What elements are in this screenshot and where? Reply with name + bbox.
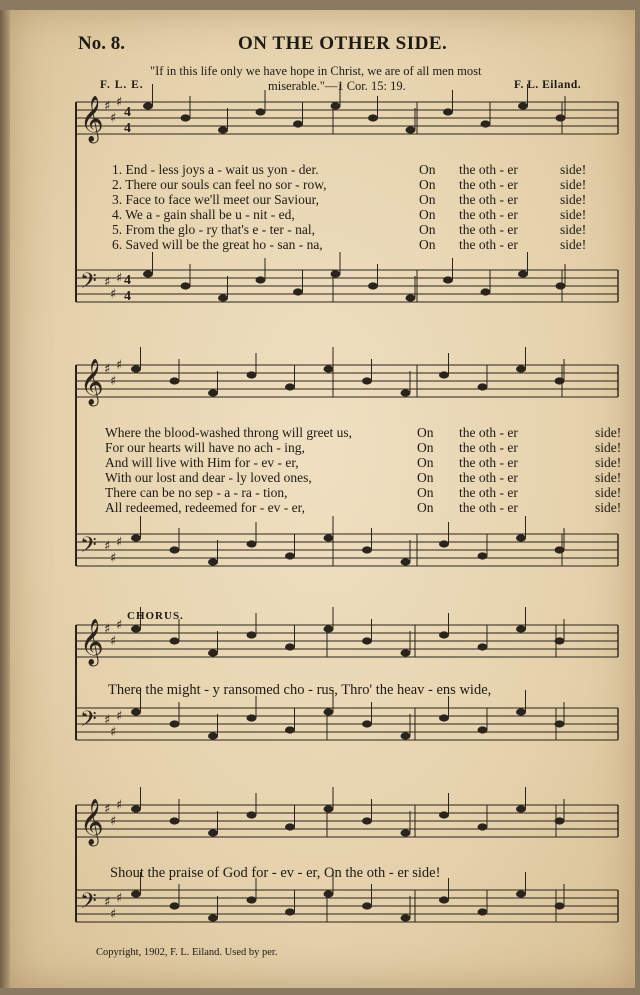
verse-on: On xyxy=(419,177,436,192)
verse-on: On xyxy=(417,455,434,470)
note-head xyxy=(362,546,372,553)
sharp-sign: ♯ xyxy=(110,111,117,126)
sharp-sign: ♯ xyxy=(110,814,117,829)
note-head xyxy=(285,552,295,559)
note-head xyxy=(516,534,526,541)
note-head xyxy=(555,546,565,553)
bass-clef: 𝄢 xyxy=(80,533,97,563)
sharp-sign: ♯ xyxy=(104,895,111,910)
bass-clef: 𝄢 xyxy=(80,707,97,737)
note-head xyxy=(478,823,488,830)
note-head xyxy=(518,102,528,109)
note-head xyxy=(324,890,334,897)
sharp-sign: ♯ xyxy=(104,275,111,290)
note-head xyxy=(516,365,526,372)
note-head xyxy=(208,914,218,921)
note-head xyxy=(478,726,488,733)
verse-side: side! xyxy=(595,455,622,470)
treble-clef: 𝄞 xyxy=(80,799,104,845)
note-head xyxy=(555,817,565,824)
verse-side: side! xyxy=(560,162,587,177)
verse-text: There can be no sep - a - ra - tion, xyxy=(105,485,288,500)
verse-side: side! xyxy=(560,192,587,207)
verse-the: the oth - er xyxy=(459,500,518,515)
note-head xyxy=(285,823,295,830)
note-head xyxy=(555,902,565,909)
treble-clef: 𝄞 xyxy=(80,359,104,405)
note-head xyxy=(247,371,257,378)
note-head xyxy=(516,708,526,715)
sharp-sign: ♯ xyxy=(116,271,123,286)
sharp-sign: ♯ xyxy=(110,634,117,649)
sharp-sign: ♯ xyxy=(110,551,117,566)
time-signature-bottom: 4 xyxy=(124,121,131,136)
note-head xyxy=(362,902,372,909)
verse-on: On xyxy=(419,222,436,237)
note-head xyxy=(362,377,372,384)
note-head xyxy=(331,270,341,277)
treble-clef: 𝄞 xyxy=(80,619,104,665)
sharp-sign: ♯ xyxy=(116,891,123,906)
lyricist-credit: F. L. E. xyxy=(100,79,144,91)
note-head xyxy=(208,389,218,396)
verse-text: Where the blood-washed throng will greet us, xyxy=(105,425,353,440)
note-head xyxy=(293,120,303,127)
note-head xyxy=(478,552,488,559)
sharp-sign: ♯ xyxy=(110,907,117,922)
note-head xyxy=(439,896,449,903)
note-head xyxy=(443,276,453,283)
verse-text: 6. Saved will be the great ho - san - na, xyxy=(112,237,323,252)
sharp-sign: ♯ xyxy=(104,539,111,554)
verse-on: On xyxy=(419,237,436,252)
verse-text: And will live with Him for - ev - er, xyxy=(105,455,299,470)
note-head xyxy=(256,108,266,115)
note-head xyxy=(247,896,257,903)
sharp-sign: ♯ xyxy=(116,709,123,724)
verse-text: With our lost and dear - ly loved ones, xyxy=(105,470,312,485)
note-head xyxy=(439,371,449,378)
verse-side: side! xyxy=(595,440,622,455)
note-head xyxy=(208,732,218,739)
note-head xyxy=(518,270,528,277)
note-head xyxy=(362,720,372,727)
chorus-lyric-line-2: Shout the praise of God for - ev - er, On the oth - er side! xyxy=(110,865,441,881)
note-head xyxy=(170,637,180,644)
note-head xyxy=(324,805,334,812)
note-head xyxy=(516,890,526,897)
note-head xyxy=(516,625,526,632)
note-head xyxy=(555,637,565,644)
note-head xyxy=(555,720,565,727)
verse-on: On xyxy=(417,500,434,515)
verse-on: On xyxy=(419,162,436,177)
note-head xyxy=(555,377,565,384)
note-head xyxy=(406,294,416,301)
verse-side: side! xyxy=(560,237,587,252)
note-head xyxy=(218,294,228,301)
note-head xyxy=(439,714,449,721)
verse-the: the oth - er xyxy=(459,425,518,440)
note-head xyxy=(443,108,453,115)
verse-the: the oth - er xyxy=(459,440,518,455)
sharp-sign: ♯ xyxy=(104,713,111,728)
note-head xyxy=(170,817,180,824)
verse-side: side! xyxy=(595,425,622,440)
note-head xyxy=(324,708,334,715)
note-head xyxy=(285,383,295,390)
note-head xyxy=(170,902,180,909)
note-head xyxy=(256,276,266,283)
note-head xyxy=(331,102,341,109)
chorus-label: CHORUS. xyxy=(127,610,184,622)
note-head xyxy=(293,288,303,295)
note-head xyxy=(481,288,491,295)
note-head xyxy=(556,114,566,121)
verse-text: 4. We a - gain shall be u - nit - ed, xyxy=(112,207,295,222)
verse-text: For our hearts will have no ach - ing, xyxy=(105,440,305,455)
note-head xyxy=(481,120,491,127)
note-head xyxy=(439,540,449,547)
note-head xyxy=(247,631,257,638)
sharp-sign: ♯ xyxy=(116,798,123,813)
verse-text: 3. Face to face we'll meet our Saviour, xyxy=(112,192,319,207)
time-signature-bottom: 4 xyxy=(124,289,131,304)
verse-the: the oth - er xyxy=(459,162,518,177)
sharp-sign: ♯ xyxy=(110,287,117,302)
sharp-sign: ♯ xyxy=(104,802,111,817)
verse-on: On xyxy=(419,192,436,207)
sharp-sign: ♯ xyxy=(110,725,117,740)
verse-the: the oth - er xyxy=(459,222,518,237)
verse-side: side! xyxy=(560,207,587,222)
verse-text: 2. There our souls can feel no sor - row, xyxy=(112,177,327,192)
verse-on: On xyxy=(417,440,434,455)
sharp-sign: ♯ xyxy=(104,622,111,637)
note-head xyxy=(406,126,416,133)
note-head xyxy=(324,534,334,541)
verse-text: All redeemed, redeemed for - ev - er, xyxy=(105,500,305,515)
verse-side: side! xyxy=(560,177,587,192)
note-head xyxy=(368,114,378,121)
note-head xyxy=(131,805,141,812)
copyright-notice: Copyright, 1902, F. L. Eiland. Used by per. xyxy=(96,947,278,958)
time-signature-top: 4 xyxy=(124,105,131,120)
sharp-sign: ♯ xyxy=(104,362,111,377)
hymn-title: ON THE OTHER SIDE. xyxy=(238,33,448,54)
note-head xyxy=(131,625,141,632)
note-head xyxy=(247,811,257,818)
bass-clef: 𝄢 xyxy=(80,269,97,299)
note-head xyxy=(285,908,295,915)
verse-side: side! xyxy=(595,485,622,500)
note-head xyxy=(556,282,566,289)
verse-on: On xyxy=(419,207,436,222)
hymn-number: No. 8. xyxy=(78,33,125,54)
sharp-sign: ♯ xyxy=(104,99,111,114)
note-head xyxy=(401,389,411,396)
sharp-sign: ♯ xyxy=(116,618,123,633)
note-head xyxy=(181,282,191,289)
verse-the: the oth - er xyxy=(459,455,518,470)
note-head xyxy=(362,637,372,644)
note-head xyxy=(285,726,295,733)
note-head xyxy=(324,625,334,632)
note-head xyxy=(362,817,372,824)
verse-the: the oth - er xyxy=(459,207,518,222)
note-head xyxy=(131,534,141,541)
verse-on: On xyxy=(417,425,434,440)
verse-the: the oth - er xyxy=(459,192,518,207)
note-head xyxy=(478,908,488,915)
note-head xyxy=(218,126,228,133)
verse-on: On xyxy=(417,485,434,500)
note-head xyxy=(247,540,257,547)
note-head xyxy=(478,643,488,650)
bass-clef: 𝄢 xyxy=(80,889,97,919)
verse-the: the oth - er xyxy=(459,237,518,252)
chorus-lyric-line-1: There the might - y ransomed cho - rus, Thro' the heav - ens wide, xyxy=(108,682,492,698)
note-head xyxy=(368,282,378,289)
note-head xyxy=(247,714,257,721)
note-head xyxy=(439,631,449,638)
note-head xyxy=(170,720,180,727)
composer-credit: F. L. Eiland. xyxy=(514,79,582,91)
note-head xyxy=(516,805,526,812)
verse-on: On xyxy=(417,470,434,485)
verse-side: side! xyxy=(595,500,622,515)
note-head xyxy=(208,829,218,836)
note-head xyxy=(401,914,411,921)
verse-the: the oth - er xyxy=(459,470,518,485)
sharp-sign: ♯ xyxy=(116,358,123,373)
note-head xyxy=(170,546,180,553)
note-head xyxy=(324,365,334,372)
verse-text: 5. From the glo - ry that's e - ter - nal, xyxy=(112,222,316,237)
note-head xyxy=(131,890,141,897)
note-head xyxy=(401,558,411,565)
note-head xyxy=(143,270,153,277)
verse-side: side! xyxy=(595,470,622,485)
verse-the: the oth - er xyxy=(459,485,518,500)
note-head xyxy=(208,558,218,565)
note-head xyxy=(170,377,180,384)
note-head xyxy=(131,708,141,715)
time-signature-top: 4 xyxy=(124,273,131,288)
sharp-sign: ♯ xyxy=(116,535,123,550)
verse-text: 1. End - less joys a - wait us yon - der. xyxy=(112,162,319,177)
sharp-sign: ♯ xyxy=(116,95,123,110)
note-head xyxy=(208,649,218,656)
epigraph-line-2: miserable."—1 Cor. 15: 19. xyxy=(268,79,406,93)
note-head xyxy=(478,383,488,390)
note-head xyxy=(401,829,411,836)
verse-the: the oth - er xyxy=(459,177,518,192)
note-head xyxy=(181,114,191,121)
note-head xyxy=(401,732,411,739)
note-head xyxy=(143,102,153,109)
note-head xyxy=(401,649,411,656)
epigraph-line-1: "If in this life only we have hope in Christ, we are of all men most xyxy=(150,64,482,78)
verse-side: side! xyxy=(560,222,587,237)
note-head xyxy=(131,365,141,372)
sharp-sign: ♯ xyxy=(110,374,117,389)
note-head xyxy=(285,643,295,650)
treble-clef: 𝄞 xyxy=(80,96,104,142)
note-head xyxy=(439,811,449,818)
